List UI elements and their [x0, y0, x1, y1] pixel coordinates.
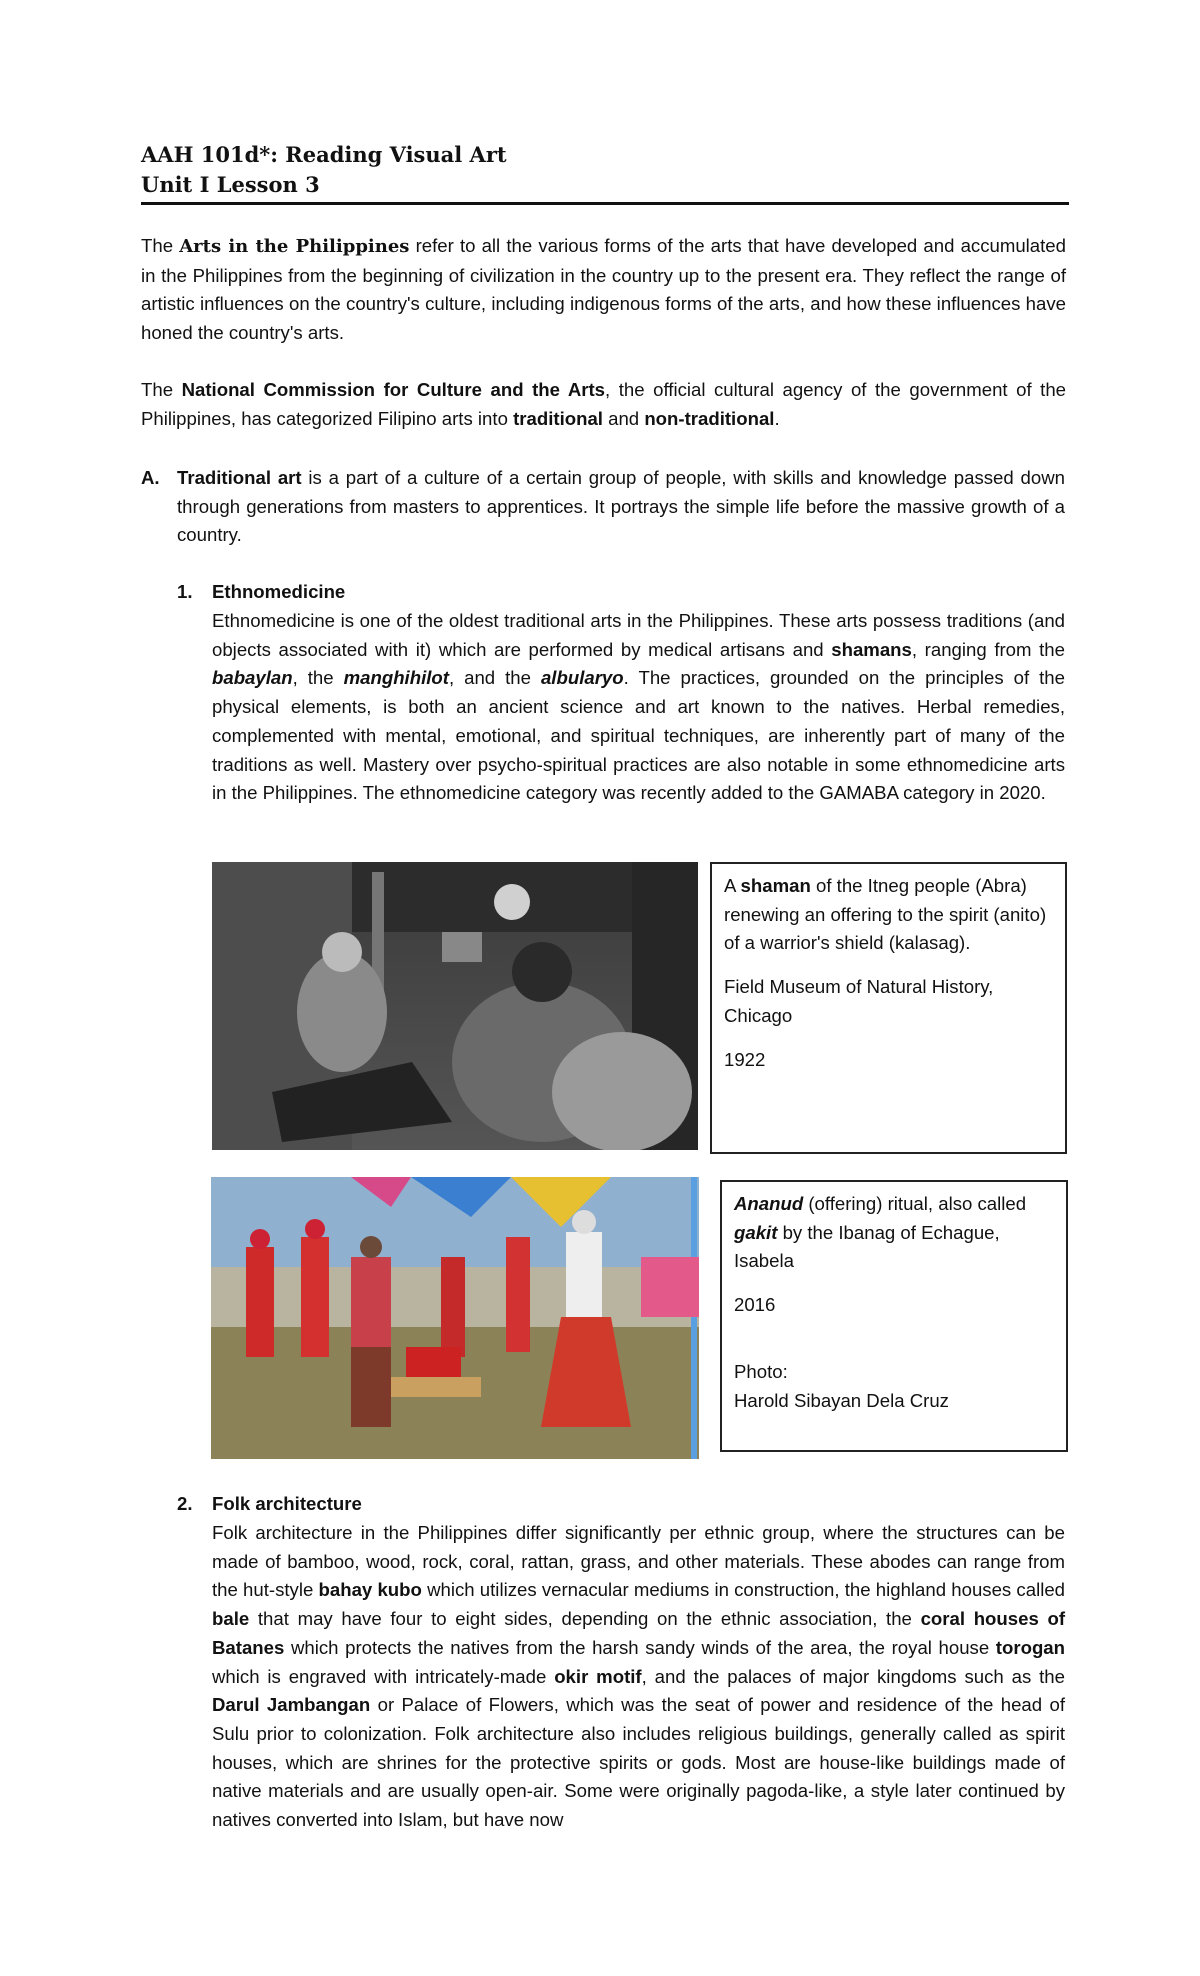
shaman-ritual-photo [212, 862, 698, 1150]
lesson-title: Unit I Lesson 3 [141, 172, 320, 197]
shaman-source: Field Museum of Natural History, Chicago [724, 976, 994, 1026]
course-title: AAH 101d*: Reading Visual Art [141, 142, 507, 167]
section-a-label: A. [141, 467, 160, 488]
ncca-name: National Commission for Culture and the Arts [181, 379, 606, 400]
intro-paragraph: The Arts in the Philippines refer to all the various forms of the arts that have developed and accumulated in the Philippines from the beginning of civilization in the country up to the present era. They reflect the range of artistic influences on the country's culture, including indigenous forms of the arts, and how these influences have honed the country's arts. [141, 235, 1066, 344]
ananud-ritual-photo [211, 1177, 699, 1459]
document-header [141, 140, 1069, 200]
ethnomedicine-paragraph: Ethnomedicine is one of the oldest traditional arts in the Philippines. These arts possess traditions (and objects associated with it) which are performed by medical artisans and shamans, ranging from the babaylan, the manghihilot, and the albularyo. The practices, grounded on the principles of the physical elements, is both an ancient science and art known to the natives. Herbal remedies, complemented with mental, emotional, and spiritual techniques, are inherently part of many of the traditions as well. Mastery over psycho-spiritual practices are also notable in some ethnomedicine arts in the Philippines. The ethnomedicine category was recently added to the GAMABA category in 2020. [212, 610, 1065, 804]
section-a-text: Traditional art is a part of a culture of a certain group of people, with skills and knowledge passed down through generations from masters to apprentices. It portrays the simple life before the massive growth of a country. [177, 467, 1065, 546]
folk-architecture-paragraph: Folk architecture in the Philippines differ significantly per ethnic group, where the structures can be made of bamboo, wood, rock, coral, rattan, grass, and other materials. These abodes can range from the hut-style bahay kubo which utilizes vernacular mediums in construction, the highland houses called bale that may have four to eight sides, depending on the ethnic association, the coral houses of Batanes which protects the natives from the harsh sandy winds of the area, the royal house torogan which is engraved with intricately-made okir motif, and the palaces of major kingdoms such as the Darul Jambangan or Palace of Flowers, which was the seat of power and residence of the head of Sulu prior to colonization. Folk architecture also includes religious buildings, generally called as spirit houses, which are shrines for the protective spirits or gods. Most are house-like buildings made of native materials and are usually open-air. Some were originally pagoda-like, a style later continued by natives converted into Islam, but have now [212, 1522, 1066, 1831]
ananud-year: 2016 [734, 1294, 776, 1316]
ananud-caption: Ananud (offering) ritual, also called gakit by the Ibanag of Echague, Isabela [734, 1193, 1027, 1272]
ncca-paragraph: The National Commission for Culture and the Arts, the official cultural agency of the government of the Philippines, has categorized Filipino arts into traditional and non-traditional. [141, 379, 1066, 429]
shaman-year: 1922 [724, 1048, 766, 1070]
ananud-photo-credit: Photo: Harold Sibayan Dela Cruz [734, 1360, 949, 1411]
shaman-caption: A shaman of the Itneg people (Abra) renewing an offering to the spirit (anito) of a warrior's shield (kalasag). [724, 875, 1047, 954]
item-2-title: Folk architecture [212, 1493, 362, 1514]
shaman-caption-box [710, 862, 1067, 1154]
arts-term: Arts in the Philippines [179, 236, 410, 257]
header-divider [141, 202, 1069, 205]
item-1-number: 1. [177, 581, 193, 602]
item-2-number: 2. [177, 1493, 193, 1514]
ananud-caption-box [720, 1180, 1068, 1452]
item-1-title: Ethnomedicine [212, 581, 346, 602]
